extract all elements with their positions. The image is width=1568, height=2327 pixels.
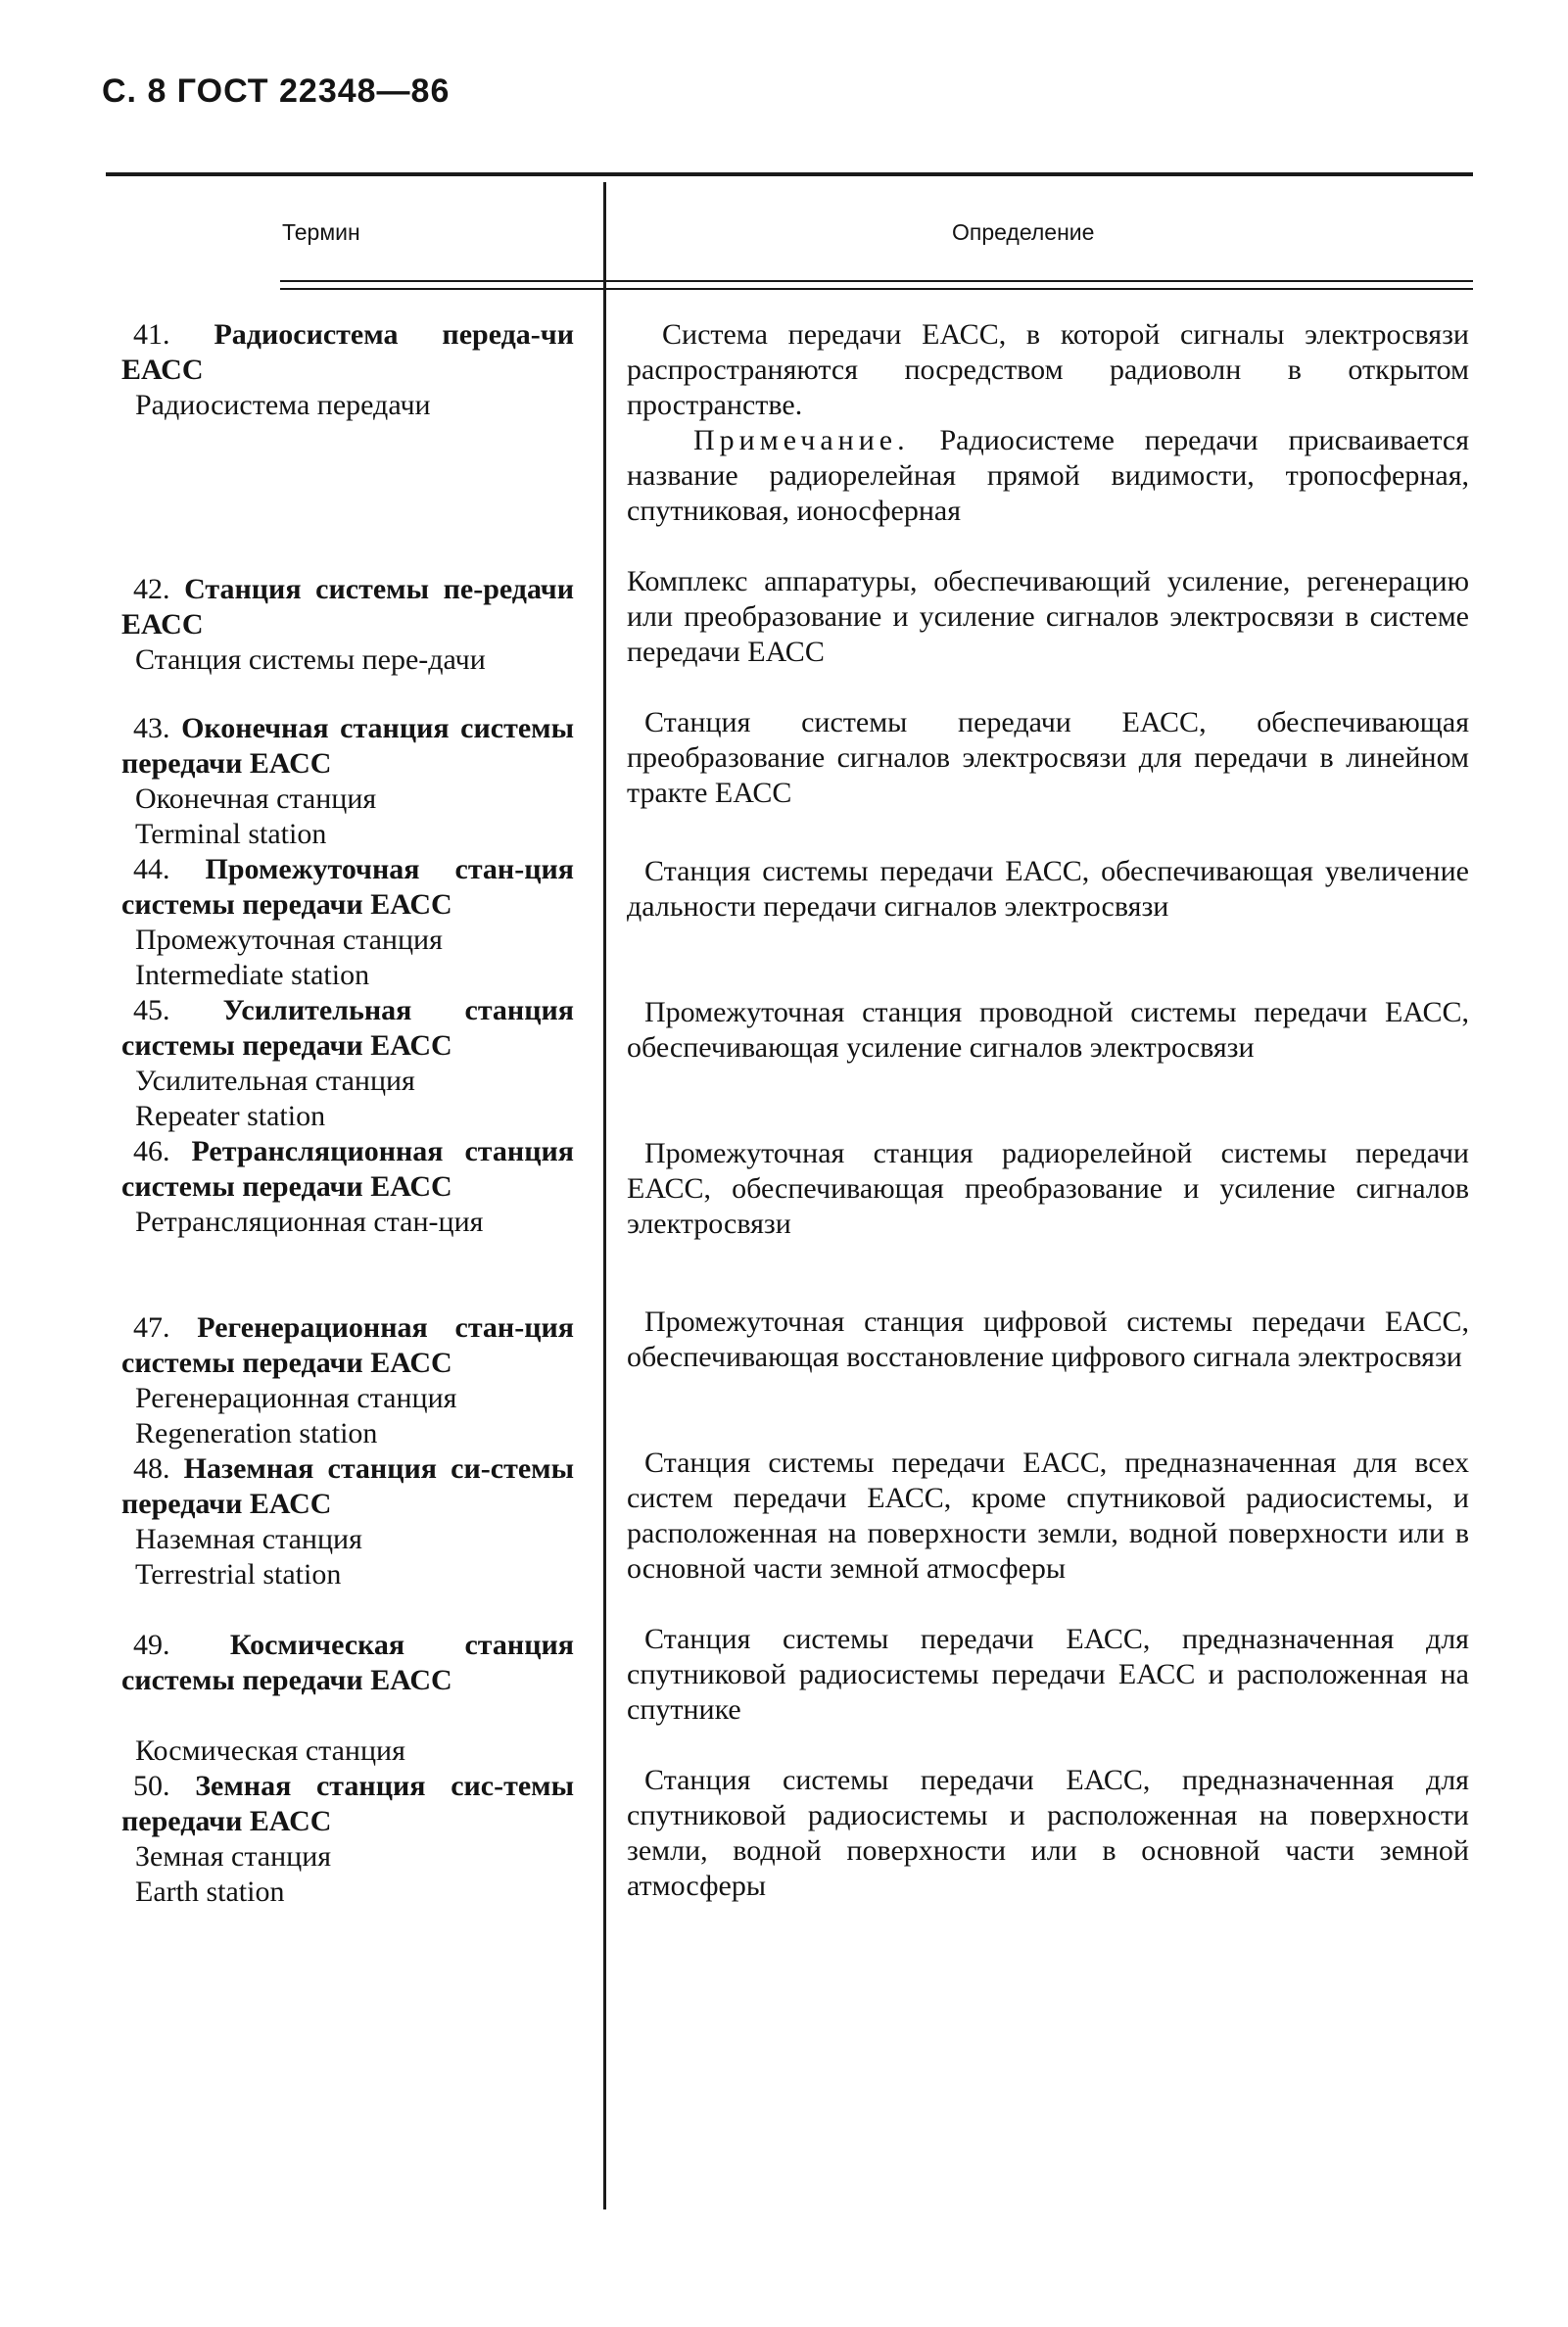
term-entry-41 (121, 317, 574, 572)
term-short-form: Наземная станция (135, 1523, 362, 1555)
term-short-form: Оконечная станция (135, 783, 377, 815)
term-english: Intermediate station (135, 959, 370, 991)
definition-text: Станция системы передачи ЕАСС, предназначенная для спутниковой радиосистемы и расположенная на поверхности земли, водной поверхности или в основной части земной атмосферы (627, 1764, 1469, 1902)
term-number: 49. (133, 1629, 170, 1661)
definition-entry-48 (627, 1446, 1469, 1622)
term-name: Промежуточная стан-ция системы передачи ЕАСС (121, 853, 574, 921)
definition-entry-50 (627, 1763, 1469, 1904)
definition-text: Система передачи ЕАСС, в которой сигналы электросвязи распространяются посредством радиоволн в открытом пространстве. (627, 318, 1469, 421)
term-english: Terminal station (135, 818, 327, 850)
term-name: Земная станция сис-темы передачи ЕАСС (121, 1770, 575, 1837)
term-english: Terrestrial station (135, 1558, 342, 1591)
term-number: 44. (133, 853, 170, 885)
term-english: Repeater station (135, 1100, 326, 1132)
definition-entry-43 (627, 705, 1469, 854)
term-short-form: Космическая станция (135, 1734, 405, 1767)
definition-entry-45 (627, 995, 1469, 1136)
definition-entry-47 (627, 1305, 1469, 1446)
term-entry-48 (121, 1451, 574, 1628)
term-entry-47 (121, 1310, 574, 1451)
term-number: 48. (133, 1452, 170, 1485)
definition-entry-46 (627, 1136, 1469, 1305)
term-number: 45. (133, 994, 170, 1026)
term-entry-42 (121, 572, 574, 711)
table-top-rule (106, 172, 1473, 176)
term-name: Усилительная станция системы передачи ЕАСС (121, 994, 575, 1062)
definition-text: Комплекс аппаратуры, обеспечивающий усиление, регенерацию или преобразование и усиление сигналов электросвязи в системе передачи ЕАСС (627, 565, 1469, 668)
note-text: Радиосистеме передачи присваивается название радиорелейная прямой видимости, тропосферная, спутниковая, ионосферная (627, 424, 1470, 527)
column-header-definition: Определение (952, 219, 1095, 245)
term-column (121, 317, 574, 1910)
term-name: Ретрансляционная станция системы передачи ЕАСС (121, 1135, 574, 1203)
column-header-term: Термин (282, 219, 360, 245)
term-name: Наземная станция си-стемы передачи ЕАСС (121, 1452, 574, 1520)
term-entry-45 (121, 993, 574, 1134)
definition-entry-42 (627, 564, 1469, 705)
term-short-form: Земная станция (135, 1840, 332, 1873)
term-name: Радиосистема переда-чи ЕАСС (121, 318, 574, 386)
term-entry-50 (121, 1769, 574, 1910)
term-english: Regeneration station (135, 1417, 378, 1449)
definition-text: Промежуточная станция цифровой системы передачи ЕАСС, обеспечивающая восстановление цифрового сигнала электросвязи (627, 1306, 1469, 1373)
definition-text: Промежуточная станция радиорелейной системы передачи ЕАСС, обеспечивающая преобразование и усиление сигналов электросвязи (627, 1137, 1469, 1240)
term-entry-44 (121, 852, 574, 993)
definition-entry-49 (627, 1622, 1469, 1763)
term-number: 50. (133, 1770, 170, 1802)
note-label: Примечание. (693, 424, 910, 456)
definition-entry-44 (627, 854, 1469, 995)
term-short-form: Регенерационная станция (135, 1382, 457, 1414)
term-english: Earth station (135, 1876, 285, 1908)
page-header: С. 8 ГОСТ 22348—86 (102, 72, 451, 110)
term-number: 47. (133, 1311, 170, 1344)
definition-text: Промежуточная станция проводной системы передачи ЕАСС, обеспечивающая усиление сигналов электросвязи (627, 996, 1469, 1064)
definition-note (627, 423, 1469, 529)
term-entry-46 (121, 1134, 574, 1310)
term-short-form: Промежуточная станция (135, 924, 443, 956)
term-name: Станция системы пе-редачи ЕАСС (121, 573, 574, 641)
term-name: Оконечная станция системы передачи ЕАСС (121, 712, 575, 780)
term-short-form: Радиосистема передачи (135, 389, 431, 421)
term-number: 43. (133, 712, 170, 744)
definition-entry-41 (627, 317, 1469, 564)
definition-text: Станция системы передачи ЕАСС, предназначенная для спутниковой радиосистемы передачи ЕАСС и расположенная на спутнике (627, 1623, 1469, 1726)
definition-text: Станция системы передачи ЕАСС, обеспечивающая преобразование сигналов электросвязи для передачи в линейном тракте ЕАСС (627, 706, 1469, 809)
header-bottom-rule (280, 280, 1473, 282)
term-name: Регенерационная стан-ция системы передачи ЕАСС (121, 1311, 574, 1379)
term-short-form: Усилительная станция (135, 1065, 415, 1097)
term-entry-43 (121, 711, 574, 852)
term-number: 42. (133, 573, 170, 605)
term-name: Космическая станция системы передачи ЕАСС (121, 1629, 574, 1696)
term-number: 46. (133, 1135, 170, 1167)
term-short-form: Ретрансляционная стан-ция (135, 1206, 484, 1238)
definition-text: Станция системы передачи ЕАСС, предназначенная для всех систем передачи ЕАСС, кроме спутниковой радиосистемы, и расположенная на поверхности земли, водной поверхности или в основной части земной атмосферы (627, 1447, 1469, 1585)
definition-column (627, 317, 1469, 1904)
definition-text: Станция системы передачи ЕАСС, обеспечивающая увеличение дальности передачи сигналов электросвязи (627, 855, 1469, 923)
term-short-form: Станция системы пере-дачи (135, 643, 486, 676)
column-separator (603, 182, 606, 2209)
term-number: 41. (133, 318, 170, 351)
header-bottom-rule-double (280, 288, 1473, 290)
term-entry-49 (121, 1628, 574, 1769)
